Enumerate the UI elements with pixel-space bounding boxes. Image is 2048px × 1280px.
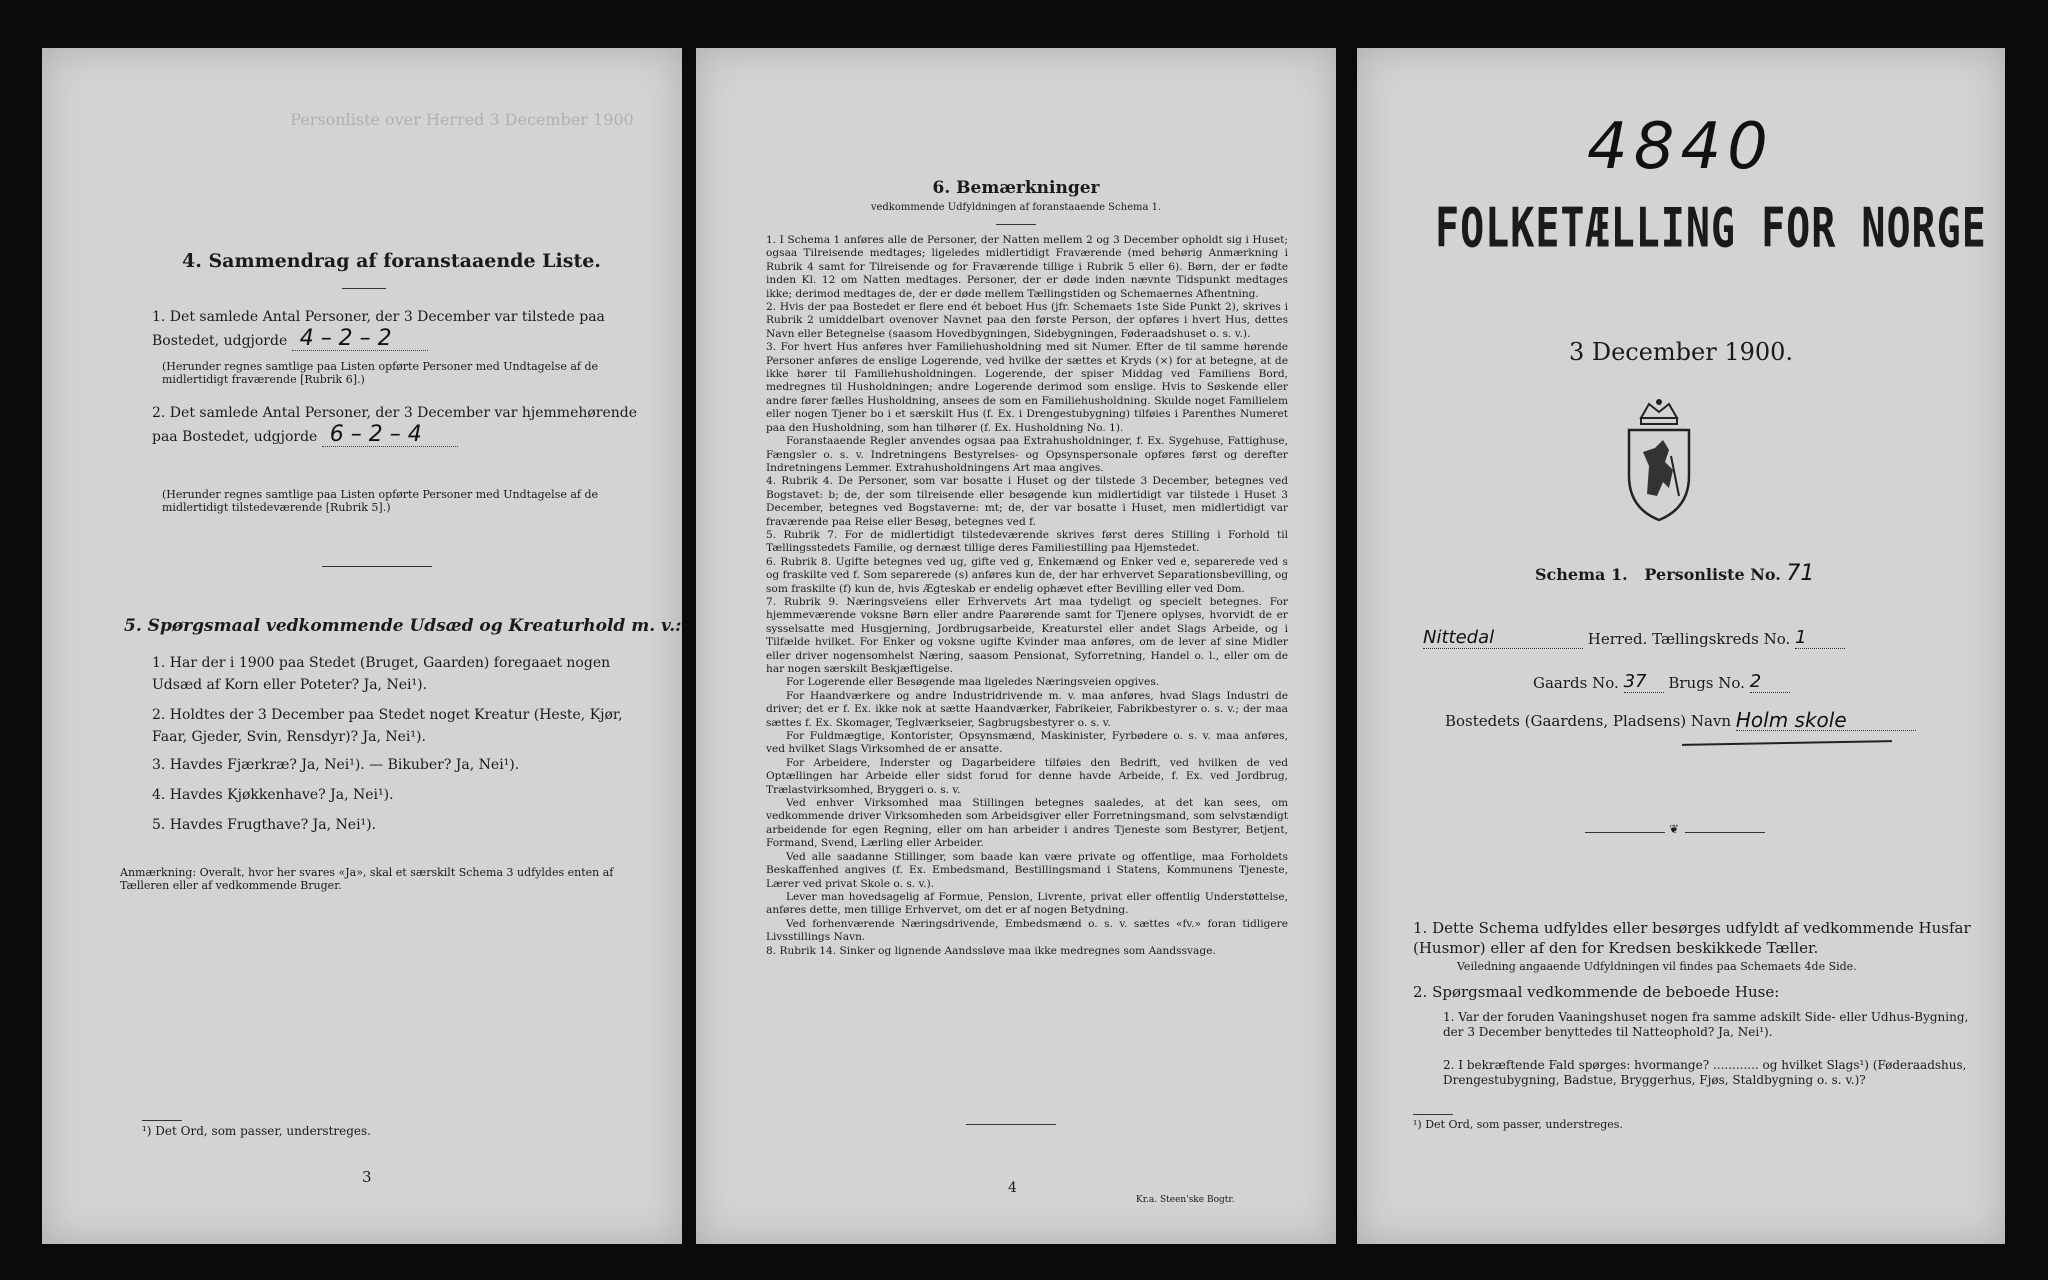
instruction-1: 1. Dette Schema udfyldes eller besørges udfyldt af vedkommende Husfar (Husmor) eller af den for Kredsen beskikkede Tæller. — [1413, 919, 1971, 957]
ornament-right — [1685, 832, 1765, 833]
underline-flourish — [1682, 740, 1892, 746]
short-rule — [342, 288, 386, 289]
left-page-number: 3 — [362, 1168, 372, 1186]
herred-value: Nittedal — [1423, 628, 1583, 649]
gaards-label: Gaards No. — [1533, 674, 1619, 692]
anmerkning: Anmærkning: Overalt, hvor her svares «Ja», skal et særskilt Schema 3 udfyldes enten af Tælleren eller af vedkommende Bruger. — [120, 866, 614, 892]
handwritten-archive-number: 4840 — [1587, 110, 1774, 184]
q1-text: 1. Det samlede Antal Personer, der 3 December var tilstede paa Bostedet, udgjorde — [152, 309, 605, 349]
instruction-1-sub: Veiledning angaaende Udfyldningen vil findes paa Schemaets 4de Side. — [1457, 960, 1857, 973]
s5-q3: 3. Havdes Fjærkræ? Ja, Nei¹). — Bikuber? Ja, Nei¹). — [152, 757, 520, 773]
footnote-rule — [142, 1120, 182, 1121]
gaards-value: 37 — [1624, 672, 1664, 693]
remark-item: Ved enhver Virksomhed maa Stillingen betegnes saaledes, at det kan sees, om vedkommende driver Virksomheden som Arbeidsgiver eller Forretningsmand, som selvstændigt arbeidende for egen Regning, eller om han arbeider i andres Tjeneste som Bestyrer, Betjent, Formand, Svend, Lærling eller Arbeider. — [766, 797, 1288, 850]
instruction-2: 2. Spørgsmaal vedkommende de beboede Huse: — [1413, 983, 1780, 1001]
schema-line — [1535, 561, 1815, 586]
personliste-number: 71 — [1786, 561, 1815, 586]
coat-of-arms-icon — [1619, 396, 1699, 526]
herred-line — [1423, 628, 1983, 649]
remark-item: For Logerende eller Besøgende maa ligeledes Næringsveien opgives. — [786, 676, 1160, 689]
s5-q5: 5. Havdes Frugthave? Ja, Nei¹). — [152, 817, 377, 833]
q2-answer: 6 – 2 – 4 — [322, 424, 458, 447]
faded-header: Personliste over Herred 3 December 1900 — [290, 110, 634, 129]
brugs-value: 2 — [1750, 672, 1790, 693]
right-footnote-rule — [1413, 1114, 1453, 1115]
bosted-value: Holm skole — [1736, 710, 1916, 731]
s5-q4: 4. Havdes Kjøkkenhave? Ja, Nei¹). — [152, 787, 394, 803]
remarks-subtitle: vedkommende Udfyldningen af foranstaaende Schema 1. — [870, 202, 1162, 213]
q1-note: (Herunder regnes samtlige paa Listen opførte Personer med Undtagelse af de midlertidigt fraværende [Rubrik 6].) — [162, 360, 599, 386]
q2-block — [152, 402, 652, 448]
remark-item: Lever man hovedsagelig af Formue, Pension, Livrente, privat eller offentlig Understøttelse, anføres dette, men tillige Erhvervet, om det er af nogen Betydning. — [766, 890, 1288, 917]
remark-item: Ved alle saadanne Stillinger, som baade kan være private og offentlige, maa Forholdets Beskaffenhed angives (f. Ex. Embedsmand, Bestillingsmand i Statens, Kommunens Tjeneste, Lærer ved privat Skole o. s. v.). — [766, 850, 1288, 890]
middle-page-number: 4 — [1008, 1180, 1017, 1196]
remark-item: For Fuldmægtige, Kontorister, Opsynsmænd, Maskinister, Fyrbødere o. s. v. maa anføres, ved hvilket Slags Virksomhed de er ansatte. — [766, 730, 1288, 756]
personliste-label: Personliste No. — [1644, 565, 1781, 584]
remark-item: 8. Rubrik 14. Sinker og lignende Aandssløve maa ikke medregnes som Aandssvage. — [766, 944, 1216, 957]
printer-mark: Kr.a. Steen'ske Bogtr. — [1136, 1195, 1235, 1205]
remark-item: 5. Rubrik 7. For de midlertidigt tilstedeværende skrives først deres Stilling i Forhold til Tællingsstedets Familie, og dernæst tillige deres Familiestilling paa Hjemstedet. — [766, 528, 1288, 555]
remark-item: 6. Rubrik 8. Ugifte betegnes ved ug, gifte ved g, Enkemænd og Enker ved e, separerede ved s og fraskilte ved f. Som separerede (s) anføres kun de, der har erhvervet Separationsbevilling, og som fraskilte (f) kun de, hvis Ægteskab er endelig ophævet efter Bevilling eller ved Dom. — [766, 555, 1288, 595]
end-rule — [966, 1124, 1056, 1125]
remark-item: Foranstaaende Regler anvendes ogsaa paa Extrahusholdninger, f. Ex. Sygehuse, Fattighuse, Fængsler o. s. v. Indretningens Bestyrelses- og Opsynspersonale opføres først og derefter Indretningens Lemmer. Extrahusholdningens Art maa angives. — [766, 435, 1288, 474]
s5-q1: 1. Har der i 1900 paa Stedet (Bruget, Gaarden) foregaaet nogen Udsæd af Korn eller Poteter? Ja, Nei¹). — [152, 655, 611, 693]
divider — [322, 566, 432, 567]
q2-text: 2. Det samlede Antal Personer, der 3 December var hjemmehørende paa Bostedet, udgjorde — [152, 405, 638, 445]
remarks-list — [766, 234, 1288, 958]
right-footnote: ¹) Det Ord, som passer, understreges. — [1413, 1118, 1623, 1131]
ornament-divider — [1585, 822, 1765, 838]
q1-block — [152, 306, 652, 352]
s5-q2: 2. Holdtes der 3 December paa Stedet noget Kreatur (Heste, Kjør, Faar, Gjeder, Svin, Rensdyr)? Ja, Nei¹). — [152, 707, 623, 745]
document-title: FOLKETÆLLING FOR NORGE — [1435, 198, 1987, 261]
ornament-left — [1585, 832, 1665, 833]
kreds-label: Tællingskreds No. — [1652, 630, 1791, 648]
remark-item: Ved forhenværende Næringsdrivende, Embedsmænd o. s. v. sættes «fv.» foran tidligere Livsstillings Navn. — [766, 917, 1288, 944]
gaards-line — [1533, 672, 1790, 693]
remark-item: 1. I Schema 1 anføres alle de Personer, der Natten mellem 2 og 3 December opholdt sig i Huset; ogsaa Tilreisende medtages; ligeledes midlertidigt Fraværende (med behørig Anmærkning i Rubrik 4 samt for Tilreisende og for Fraværende tillige i Rubrik 5 eller 6). Børn, der er fødte inden Kl. 12 om Natten medtages. Personer, der er døde inden nævnte Tidspunkt medtages ikke; derimod medtages de, der er døde mellem Tællingstiden og Schemaernes Afhentning. — [766, 234, 1288, 300]
remark-item: 7. Rubrik 9. Næringsveiens eller Erhvervets Art maa tydeligt og specielt betegnes. For hjemmeværende voksne Børn eller andre Paarørende samt for Tjenere oplyses, hvorvidt de er sysselsatte med Husgjerning, Jordbrugsarbeide, Kreaturstel eller andet Slags Arbeide, og i Tilfælde hvilket. For Enker og voksne ugifte Kvinder maa anføres, om de lever af sine Midler eller driver nogensomhelst Næring, saasom Pensionat, Syforretning, Handel o. l., eller om de har nogen særskilt Beskjæftigelse. — [766, 595, 1288, 675]
left-page — [42, 48, 682, 1244]
q2-note: (Herunder regnes samtlige paa Listen opførte Personer med Undtagelse af de midlertidigt tilstedeværende [Rubrik 5].) — [162, 488, 599, 514]
remarks-rule — [996, 224, 1036, 225]
section4-title: 4. Sammendrag af foranstaaende Liste. — [182, 250, 601, 272]
remark-item: For Haandværkere og andre Industridrivende m. v. maa anføres, hvad Slags Industri de driver; det er f. Ex. ikke nok at sætte Haandværker, Fabrikeier, Fabrikbestyrer o. s. v.; der maa sættes f. Ex. Skomager, Teglværkseier, Sagbrugsbestyrer o. s. v. — [766, 689, 1288, 729]
schema-label: Schema 1. — [1535, 565, 1628, 584]
remark-item: 3. For hvert Hus anføres hver Familiehusholdning med sit Numer. Efter de til samme hørende Personer anføres de enslige Logerende, ved hvilke der sættes et Kryds (×) for at betegne, at de ikke hører til Familiehusholdningen. Logerende, der spiser Middag ved Familiens Bord, medregnes til Husholdningen; andre Logerende derimod som enslige. Hvis to Søskende eller andre fører fælles Husholdning, ansees de som en Familiehusholdning. Skulde noget Familielem eller nogen Tjener bo i et særskilt Hus (f. Ex. i Drengestubygning) tilføies i Parenthes Numeret paa den Husholdning, som han tilhører (f. Ex. Husholdning No. 1). — [766, 341, 1288, 434]
bosted-line — [1445, 710, 1985, 731]
remark-item: 4. Rubrik 4. De Personer, som var bosatte i Huset og der tilstede 3 December, betegnes ved Bogstavet: b; de, der som tilreisende eller besøgende kun midlertidigt var tilstede i Huset 3 December, betegnes ved Bogstaverne: mt; de, der var bosatte i Huset, men midlertidigt var fraværende paa Reise eller Besøg, betegnes ved f. — [766, 475, 1288, 528]
herred-label: Herred. — [1587, 630, 1648, 648]
kreds-value: 1 — [1795, 628, 1845, 649]
remark-item: 2. Hvis der paa Bostedet er flere end ét beboet Hus (jfr. Schemaets 1ste Side Punkt 2), skrives i Rubrik 2 umiddelbart ovenover Navnet paa den første Person, der opføres i hvert Hus, dettes Navn eller Betegnelse (saasom Hovedbygningen, Sidebygningen, Føderaadshuset o. s. v.). — [766, 301, 1288, 340]
remark-item: For Arbeidere, Inderster og Dagarbeidere tilføies den Bedrift, ved hvilken de ved Optællingen har Arbeide eller sidst forud for denne havde Arbeide, f. Ex. ved Jordbrug, Trælastvirksomhed, Bryggeri o. s. v. — [766, 756, 1288, 796]
left-footnote: ¹) Det Ord, som passer, understreges. — [142, 1124, 371, 1138]
bosted-label: Bostedets (Gaardens, Pladsens) Navn — [1445, 712, 1732, 730]
q1-answer: 4 – 2 – 2 — [292, 328, 428, 351]
brugs-label: Brugs No. — [1668, 674, 1745, 692]
instruction-2-q2: 2. I bekræftende Fald spørges: hvormange? ............ og hvilket Slags¹) (Føderaadshus, Drengestubygning, Badstue, Bryggerhus, Fjøs, Staldbygning o. s. v.)? — [1443, 1058, 1967, 1087]
remarks-title: 6. Bemærkninger — [932, 178, 1100, 198]
ornament-glyph: ❦ — [1669, 822, 1680, 836]
section5-title: 5. Spørgsmaal vedkommende Udsæd og Kreaturhold m. v.: — [124, 616, 682, 636]
right-page — [1357, 48, 2005, 1244]
instruction-2-q1: 1. Var der foruden Vaaningshuset nogen fra samme adskilt Side- eller Udhus-Bygning, der 3 December benyttedes til Natteophold? Ja, Nei¹). — [1443, 1010, 1969, 1039]
middle-page — [696, 48, 1336, 1244]
census-date: 3 December 1900. — [1568, 338, 1794, 366]
